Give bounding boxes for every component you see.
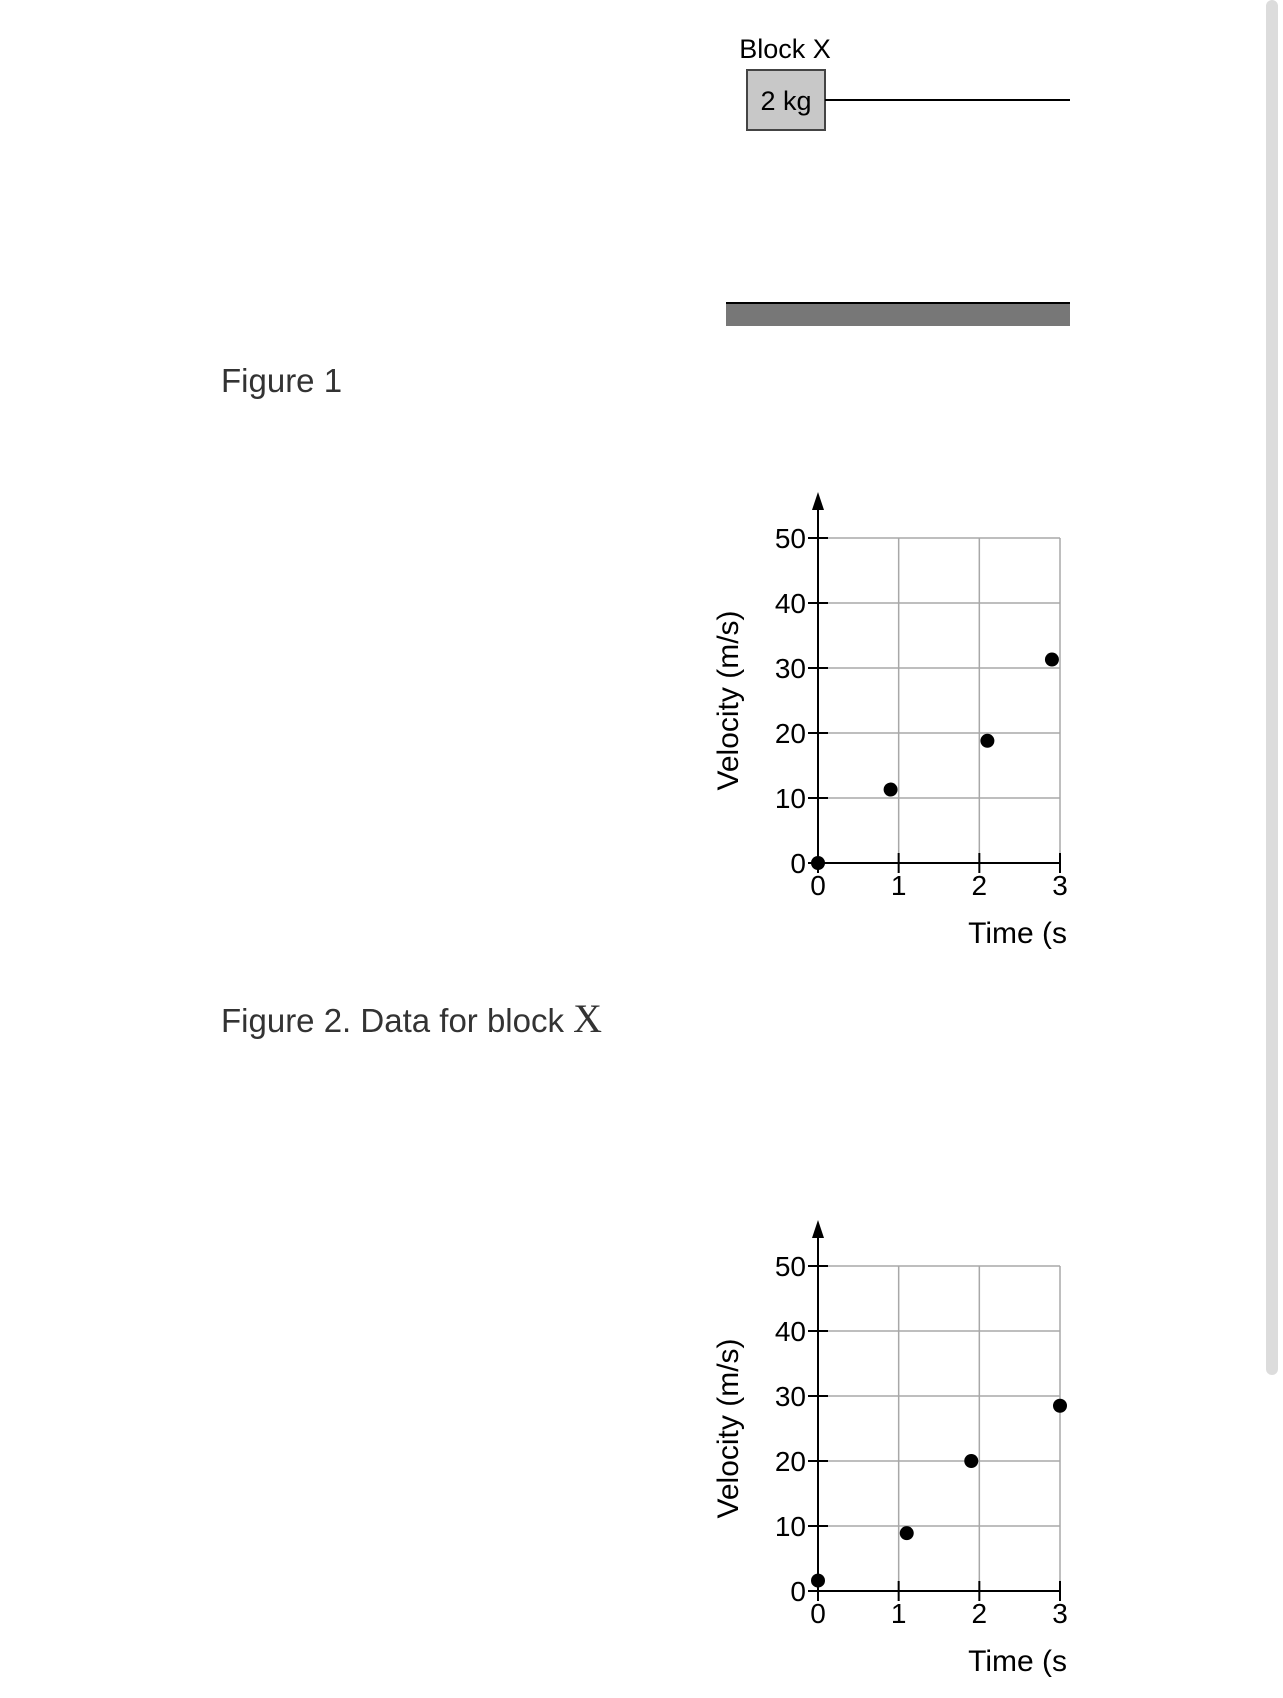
y-axis-arrow [812, 492, 824, 510]
x-tick-label: 2 [971, 870, 988, 901]
x-axis-title: Time (s [968, 917, 1067, 950]
x-tick-label: 1 [890, 870, 907, 901]
surface [726, 304, 1070, 326]
y-axis-title: Velocity (m/s) [712, 610, 745, 791]
y-tick-label: 40 [774, 588, 806, 619]
x-axis-title: Time (s [968, 1645, 1067, 1678]
figure-1-label: Figure 1 [221, 362, 343, 399]
x-tick-label: 0 [810, 1598, 826, 1629]
y-tick-label: 20 [774, 718, 806, 749]
block-name-label: Block X [739, 34, 831, 64]
y-tick-label: 10 [774, 783, 806, 814]
block-mass-label: 2 kg [760, 86, 812, 116]
scrollbar[interactable] [1266, 0, 1278, 1375]
y-tick-label: 20 [774, 1446, 806, 1477]
data-point [900, 1526, 914, 1540]
y-tick-label: 50 [774, 523, 806, 554]
data-point [1053, 1399, 1067, 1413]
y-axis-title: Velocity (m/s) [712, 1338, 745, 1519]
y-tick-label: 10 [774, 1511, 806, 1542]
data-point [811, 1574, 825, 1588]
data-point [884, 783, 898, 797]
x-tick-label: 1 [890, 1598, 907, 1629]
figure-2-label-variable: X [573, 996, 603, 1041]
data-point [811, 856, 825, 870]
x-tick-label: 3 [1052, 1598, 1068, 1629]
figure-2-label [221, 995, 602, 1042]
chart-2 [700, 1208, 1080, 1678]
y-tick-label: 30 [774, 653, 806, 684]
block-diagram [700, 20, 1080, 340]
y-tick-label: 30 [774, 1381, 806, 1412]
figure-2-label-prefix: Figure 2. Data for block [221, 1002, 574, 1039]
y-tick-label: 50 [774, 1251, 806, 1282]
y-tick-label: 0 [790, 848, 806, 879]
x-tick-label: 2 [971, 1598, 988, 1629]
data-point [964, 1454, 978, 1468]
x-tick-label: 3 [1052, 870, 1068, 901]
x-tick-label: 0 [810, 870, 826, 901]
data-point [1045, 653, 1059, 667]
y-tick-label: 40 [774, 1316, 806, 1347]
data-point [980, 734, 994, 748]
y-axis-arrow [812, 1220, 824, 1238]
y-tick-label: 0 [790, 1576, 806, 1607]
chart-1 [700, 480, 1080, 950]
